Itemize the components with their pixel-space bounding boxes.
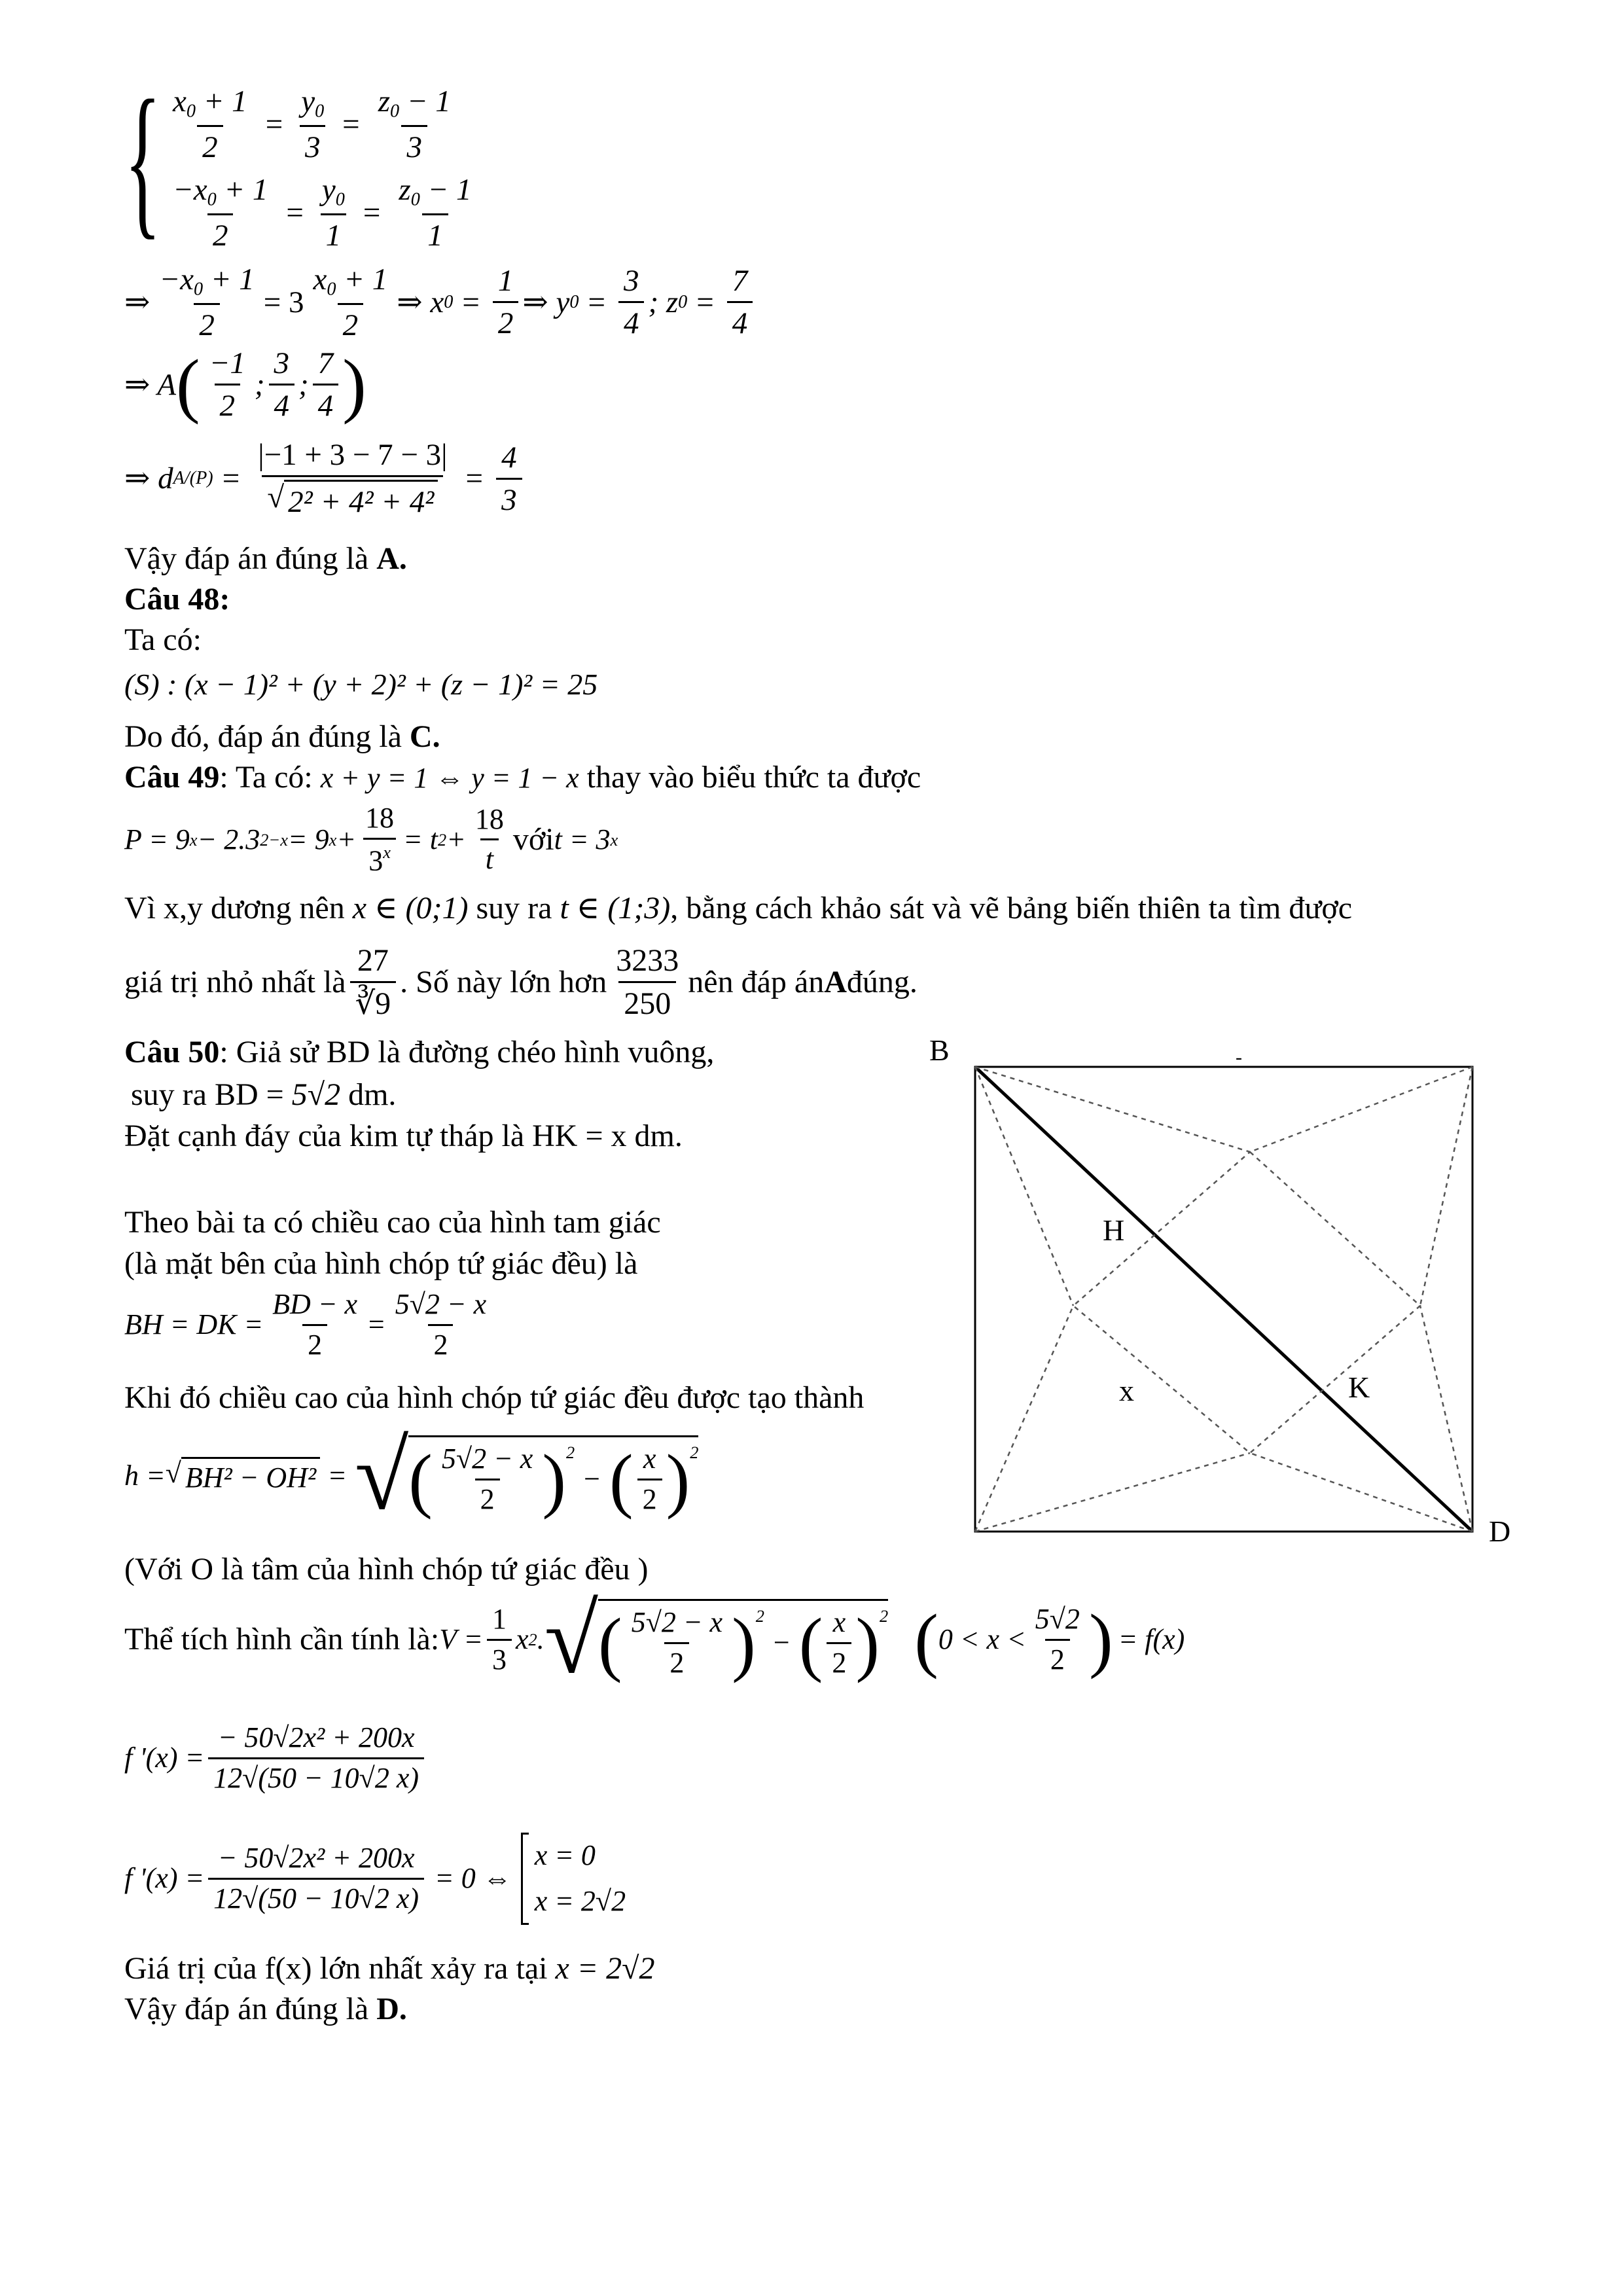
equation-system xyxy=(124,65,517,260)
question-48-heading: Câu 48: xyxy=(124,582,230,617)
pyramid-net-figure xyxy=(916,1034,1544,1558)
p-expression: P = 9 x − 2.3 2−x = 9 x + $\frac{18}{3^x}$ = t 2 + $\frac{18}{t}$ với t = 3 x xyxy=(124,802,618,877)
question-50-line-2: suy ra BD = 5√2 dm. xyxy=(131,1077,397,1112)
label-b: B xyxy=(929,1034,950,1067)
sphere-equation: (S) : (x − 1)² + (y + 2)² + (z − 1)² = 25 xyxy=(124,668,598,701)
f-prime-line-1: f '(x) = $\frac{\text{− 50√2x² + 200x}}{12√(50 - 10√2 x)}$ xyxy=(124,1721,428,1795)
label-x: x xyxy=(1119,1374,1134,1407)
label-dash: - xyxy=(1236,1047,1242,1068)
equation-line-4: ⇒ A ( −1 2 ; 3 4 ; 7 4 ) xyxy=(124,344,366,425)
text-gtnn: giá trị nhỏ nhất là 27 ∛9 . Số này lớn hơn 3233 250 nên đáp án A đúng. xyxy=(124,943,918,1022)
equation-line-3: ⇒ $\frac{-x_0 + 1}{2}$ = 3 $x_0 + 1$ 2 ⇒ x 0 = $\frac{1}{2}$ ⇒ y 0 = $\frac{3}{4}$ ; z 0 = $\frac{7}{4}$ xyxy=(124,262,757,343)
text-gia-tri: Giá trị của f(x) lớn nhất xảy ra tại x = 2√2 xyxy=(124,1951,655,1986)
label-d: D xyxy=(1489,1515,1511,1548)
v-expression: Thể tích hình cần tính là: V = $\frac{1}{3}$ x 2 . √ ( 5√2 − x 2 ) $^2$ − ( x 2 ) $^2$ ( 0 < x < 5√2 2 ) = f(x) xyxy=(124,1585,1185,1694)
text-vi-xy: Vì x,y dương nên x ∈ (0;1) suy ra t ∈ (1;3), bằng cách khảo sát và vẽ bảng biến thiên ta tìm được xyxy=(124,891,1353,925)
question-49-line: Câu 49: Ta có: x + y = 1 ⇔ y = 1 − x thay vào biểu thức ta được xyxy=(124,760,921,795)
system-row-2: $\frac{-x_0 + 1}{2}$ = $\frac{y_0}{1}$ = $\frac{z_0 - 1}{1}$ xyxy=(173,173,472,253)
bh-expression: BH = DK = $\frac{BD - x}{2}$ = $\frac{5√2 - x}{2}$ xyxy=(124,1288,487,1361)
diagonal-bd xyxy=(975,1067,1472,1532)
h-expression: h = √ BH² − OH² = √ ( 5√2 − x 2 ) $^2$ − ( x 2 ) $^2$ xyxy=(124,1422,699,1530)
question-50-line-1: Câu 50: Giả sử BD là đường chéo hình vuông, xyxy=(124,1035,715,1069)
label-k: K xyxy=(1348,1371,1370,1404)
text-theo-2: (là mặt bên của hình chóp tứ giác đều) là xyxy=(124,1246,638,1281)
text-theo-1: Theo bài ta có chiều cao của hình tam giác xyxy=(124,1205,661,1240)
answer-line-1: Vậy đáp án đúng là A. xyxy=(124,541,407,576)
text-voi-o: (Với O là tâm của hình chóp tứ giác đều ) xyxy=(124,1552,649,1587)
question-50-line-3: Đặt cạnh đáy của kim tự tháp là HK = x dm. xyxy=(124,1119,683,1153)
equation-line-5: ⇒ d A/(P) = |−1 + 3 − 7 − 3| √ 2² + 4² + 4² = $\frac{4}{3}$ xyxy=(124,437,526,520)
brace: { xyxy=(124,65,162,254)
text-khi-do: Khi đó chiều cao của hình chóp tứ giác đều được tạo thành xyxy=(124,1380,865,1415)
system-row-1: $\frac{x_0 + 1}{2}$ = $\frac{y_0}{3}$ = $\frac{z_0 - 1}{3}$ xyxy=(173,84,451,164)
text-ta-co: Ta có: xyxy=(124,622,202,657)
answer-line-3: Vậy đáp án đúng là D. xyxy=(124,1992,407,2026)
label-h: H xyxy=(1103,1213,1125,1247)
answer-line-2: Do đó, đáp án đúng là C. xyxy=(124,719,440,754)
f-prime-line-2: f '(x) = $\frac{\text{− 50√2x² + 200x}}{12√(50 - 10√2 x)}$ = 0 ⇔ x = 0 x = 2√2 xyxy=(124,1833,626,1925)
